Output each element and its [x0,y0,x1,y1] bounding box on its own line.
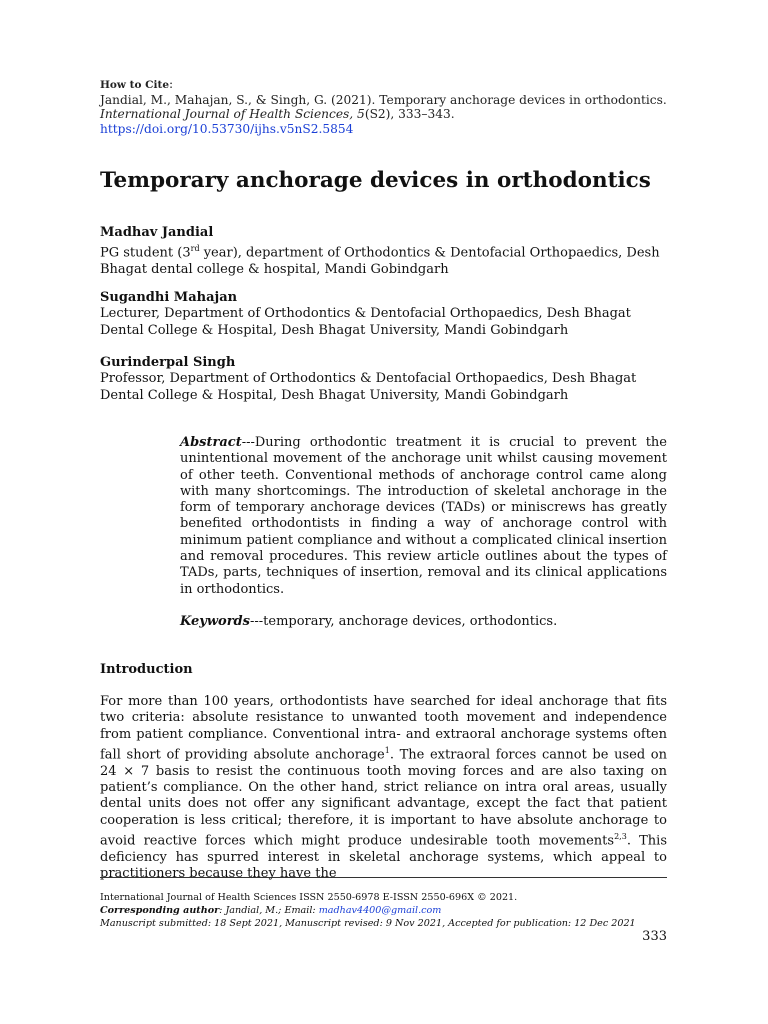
footer-divider [100,877,667,878]
citation-journal: International Journal of Health Sciences, 5 [100,107,365,121]
author-block [100,355,667,404]
citation-text: Jandial, M., Mahajan, S., & Singh, G. (2021). Temporary anchorage devices in orthodontics. International Journal of Health Sciences, 5(S2), 333–343. [100,92,667,121]
abstract-text: ---During orthodontic treatment it is crucial to prevent the unintentional movement of the anchorage unit whilst causing movement of other teeth. Conventional methods of anchorage control came along with many shortcomings. The introduction of skeletal anchorage in the form of temporary anchorage devices (TADs) or miniscrews has greatly benefited orthodontists in finding a way of anchorage control with minimum patient compliance and without a complicated clinical insertion and removal procedures. This review article outlines about the types of TADs, parts, techniques of insertion, removal and its clinical applications in orthodontics. [180,435,667,597]
abstract [180,435,667,598]
email-link[interactable]: madhav4400@gmail.com [318,905,442,916]
footer-journal-info: International Journal of Health Sciences ISSN 2550-6978 E-ISSN 2550-696X © 2021. [100,892,518,903]
introduction-paragraph: For more than 100 years, orthodontists have searched for ideal anchorage that fits two criteria: absolute resistance to unwanted tooth movement and independence from patient compliance. Conventional intra- and extraoral anchorage systems often fall short of providing absolute anchorage$^1$. The extraoral forces cannot be used on 24 × 7 basis to resist the continuous tooth moving forces and are also taxing on patient’s compliance. On the other hand, strict reliance on intra oral areas, usually dental units does not offer any significant advantage, except the fact that patient cooperation is less critical; therefore, it is important to have absolute anchorage to avoid reactive forces which might produce undesirable tooth movements$^{2,3}$. This deficiency has spurred interest in skeletal anchorage systems, which appeal to practitioners because they have the [100,694,667,882]
paper-page [100,0,667,1024]
author-affiliation: PG student (3rd year), department of Orthodontics & Dentofacial Orthopaedics, Desh Bhagat dental college & hospital, Mandi Gobindgarh [100,244,660,278]
citation-superscript: 2,3 [614,832,627,842]
citation-heading: How to Cite [100,79,170,91]
keywords-label: Keywords [180,614,250,629]
author-name: Gurinderpal Singh [100,355,236,370]
author-affiliation: Professor, Department of Orthodontics & Dentofacial Orthopaedics, Desh Bhagat Dental College & Hospital, Desh Bhagat University, Mandi Gobindgarh [100,371,637,403]
footer-manuscript-dates: Manuscript submitted: 18 Sept 2021, Manuscript revised: 9 Nov 2021, Accepted for publication: 12 Dec 2021 [100,918,636,929]
citation-superscript: 1 [384,746,390,756]
author-name: Madhav Jandial [100,225,214,240]
author-block [100,225,667,279]
footer-corresponding-author: Corresponding author: Jandial, M.; Email: madhav4400@gmail.com [100,905,442,916]
author-block [100,290,667,339]
author-affiliation: Lecturer, Department of Orthodontics & Dentofacial Orthopaedics, Desh Bhagat Dental College & Hospital, Desh Bhagat University, Mandi Gobindgarh [100,306,631,338]
citation-block: How to Cite: Jandial, M., Mahajan, S., & Singh, G. (2021). Temporary anchorage devices in orthodontics. International Journal of Health Sciences, 5(S2), 333–343. https://doi.org/10.53730/ijhs.v5nS2.5854 [100,77,667,136]
section-heading-introduction: Introduction [100,662,193,677]
paper-title: Temporary anchorage devices in orthodontics [100,168,651,193]
doi-link[interactable]: https://doi.org/10.53730/ijhs.v5nS2.5854 [100,121,354,136]
author-name: Sugandhi Mahajan [100,290,238,305]
page-number: 333 [642,929,667,944]
abstract-label: Abstract [180,435,242,450]
keywords-text: ---temporary, anchorage devices, orthodontics. [249,614,558,629]
keywords [180,614,667,630]
